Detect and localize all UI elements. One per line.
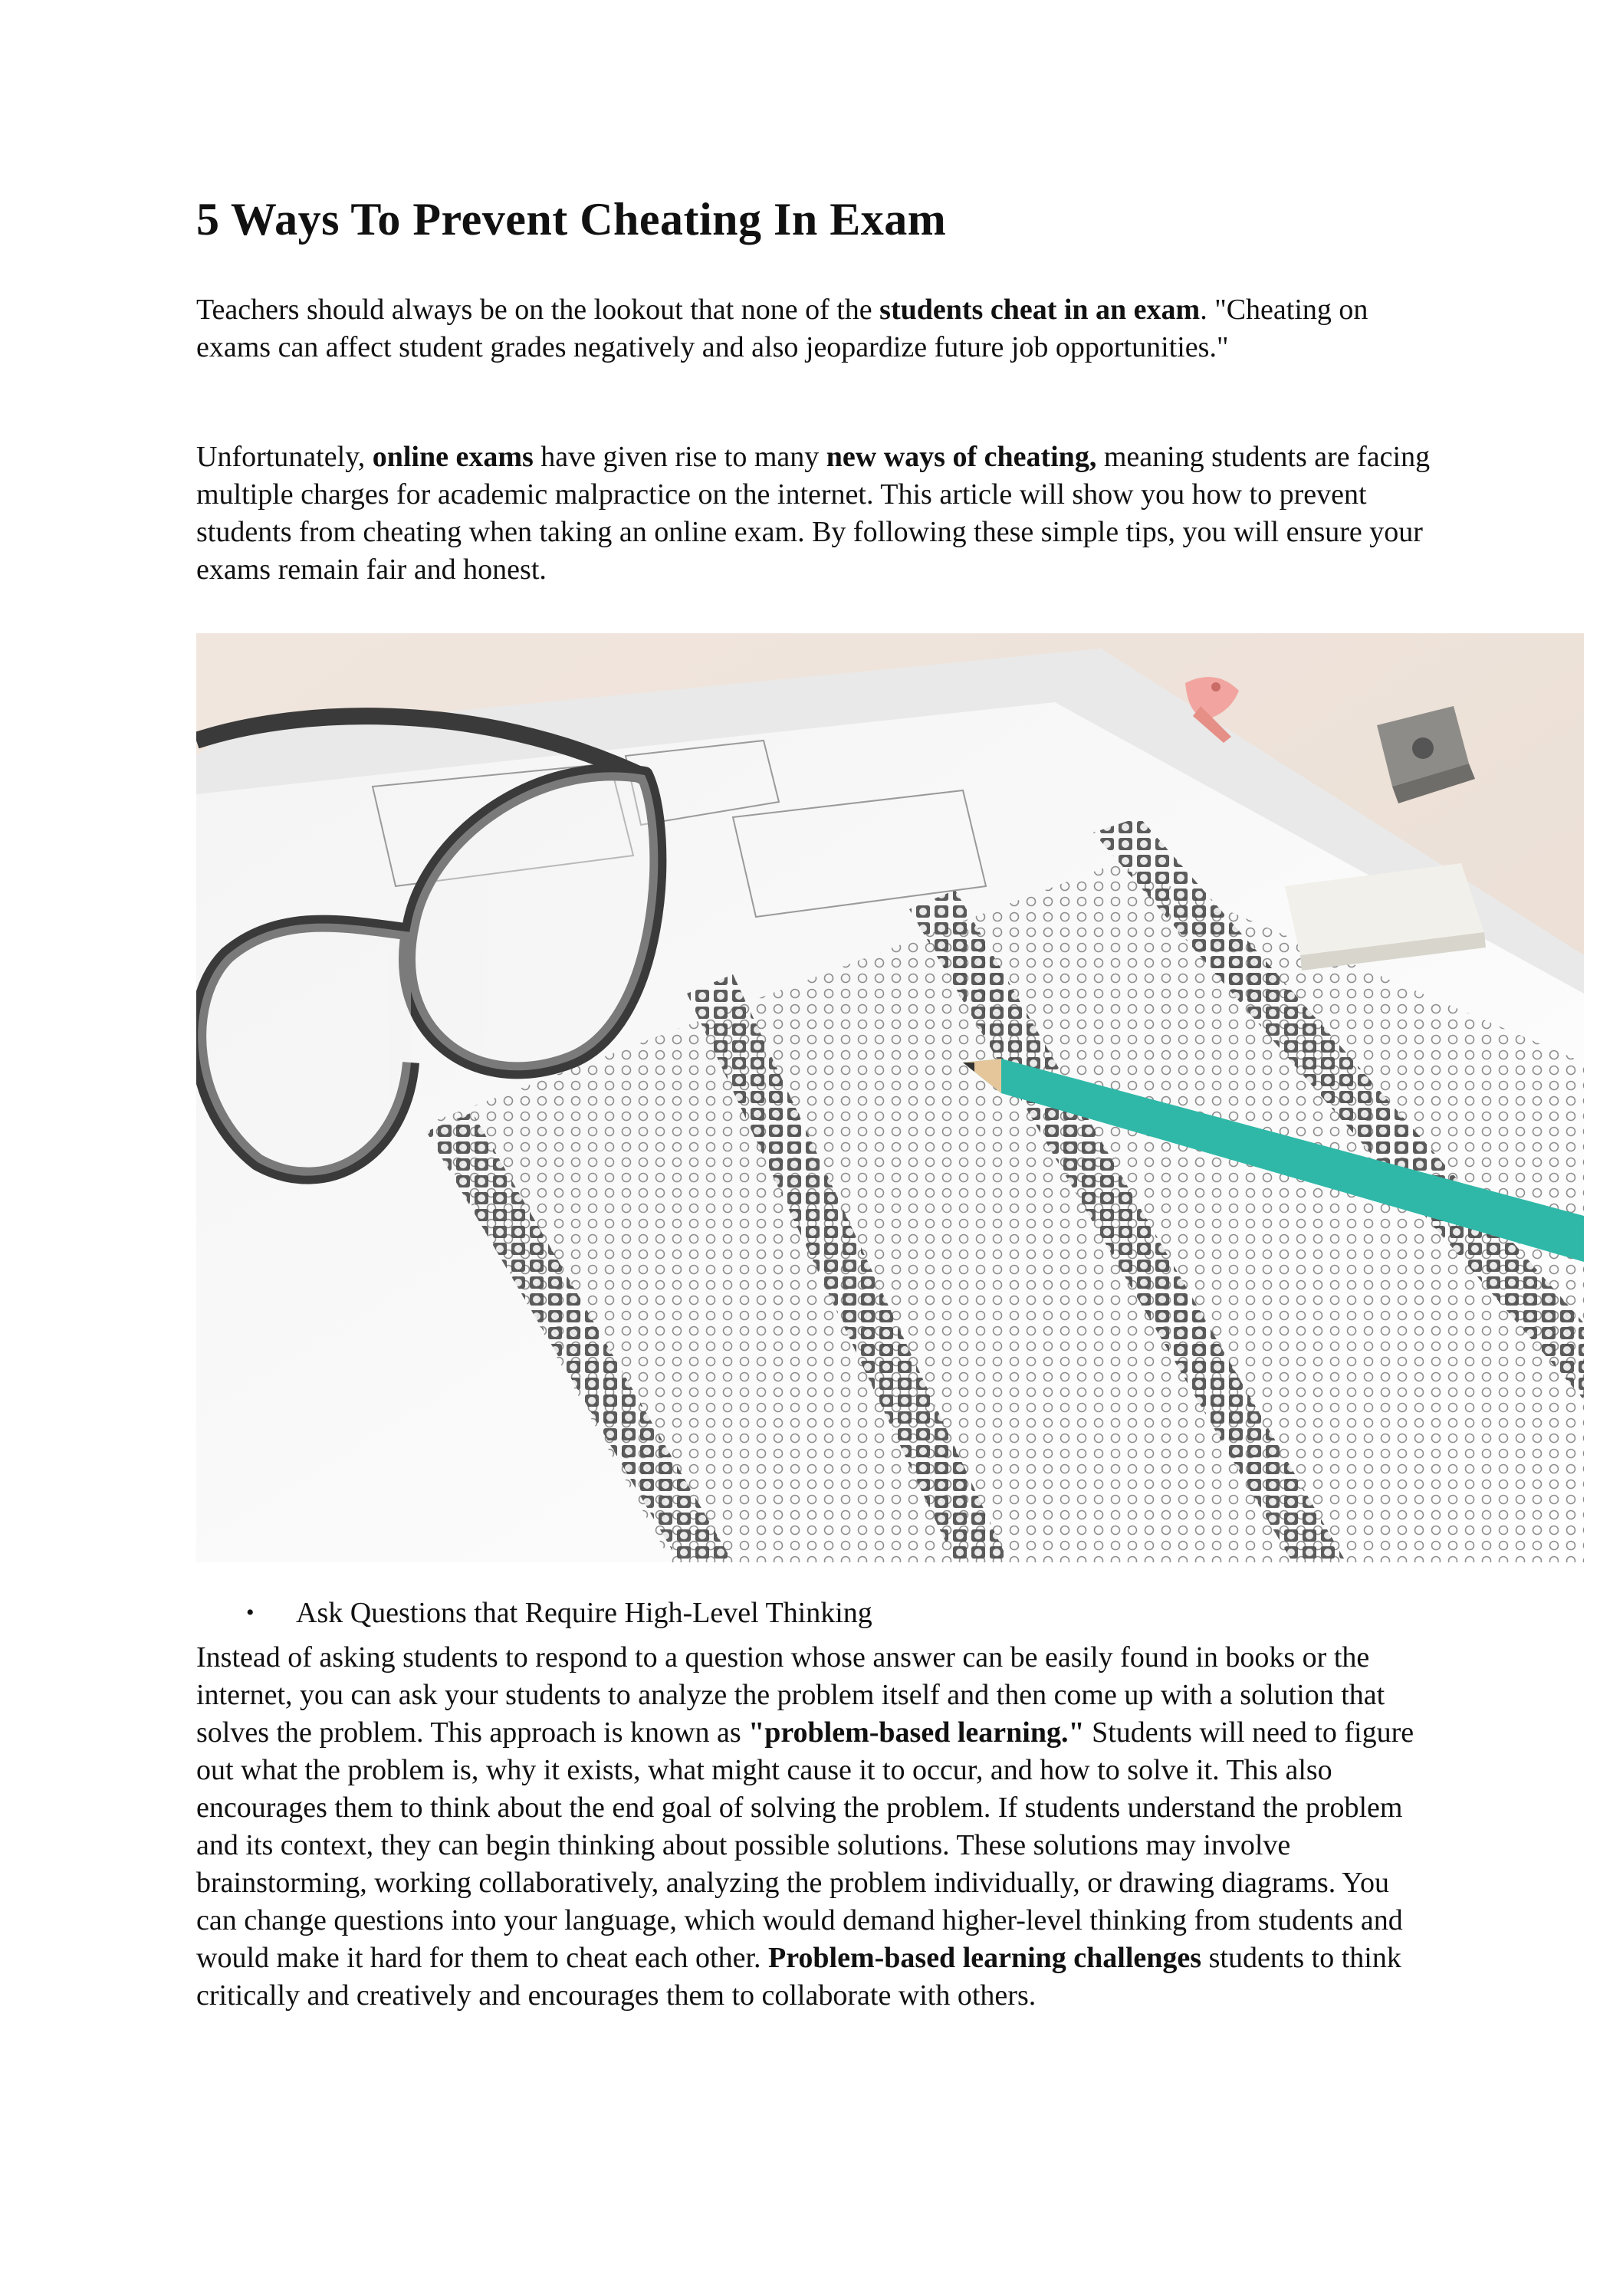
second-paragraph bbox=[196, 439, 1438, 589]
para3-text-3: students to think critically and creatively and encourages them to collaborate with others. bbox=[196, 1942, 1401, 2012]
bullet-text: Ask Questions that Require High-Level Thinking bbox=[296, 1597, 872, 1629]
para2-text-3: meaning students are facing multiple charges for academic malpractice on the internet. This article will show you how to prevent students from cheating when taking an online exam. By following these simple tips, you will ensure your exams remain fair and honest. bbox=[196, 441, 1431, 586]
exam-sheet-photo bbox=[196, 633, 1584, 1562]
intro-text-1: Teachers should always be on the lookout that none of the bbox=[196, 294, 880, 326]
para3-bold-1: "problem-based learning." bbox=[748, 1716, 1085, 1749]
para2-text-2: have given rise to many bbox=[533, 441, 826, 473]
intro-paragraph bbox=[196, 291, 1423, 366]
article bbox=[196, 192, 1431, 2012]
page-title: 5 Ways To Prevent Cheating In Exam bbox=[196, 194, 947, 245]
third-paragraph bbox=[196, 1639, 1423, 2015]
intro-bold-1: students cheat in an exam bbox=[879, 294, 1201, 326]
intro-text-2: . "Cheating on exams can affect student grades negatively and also jeopardize future job opportunities." bbox=[196, 294, 1368, 363]
exam-photo-illustration bbox=[196, 633, 1584, 1562]
para3-text-2: Students will need to figure out what the problem is, why it exists, what might cause it to occur, and how to solve it. This also encourages them to think about the end goal of solving the problem. If students understand the problem and its context, they can begin thinking about possible solutions. These solutions may involve brainstorming, working collaboratively, analyzing the problem individually, or drawing diagrams. You can change questions into your language, which would demand higher-level thinking from students and would make it hard for them to cheat each other. bbox=[196, 1716, 1414, 1974]
para2-bold-2: new ways of cheating, bbox=[826, 441, 1097, 473]
para3-bold-2: Problem-based learning challenges bbox=[768, 1942, 1202, 1974]
para2-bold-1: online exams bbox=[372, 441, 534, 473]
para3-text-1: Instead of asking students to respond to a question whose answer can be easily found in books or the internet, you can ask your students to analyze the problem itself and then come up with a solution that solves the problem. This approach is known as bbox=[196, 1641, 1385, 1749]
para2-text-1: Unfortunately, bbox=[196, 441, 373, 473]
bullet-icon: • bbox=[246, 1600, 255, 1625]
